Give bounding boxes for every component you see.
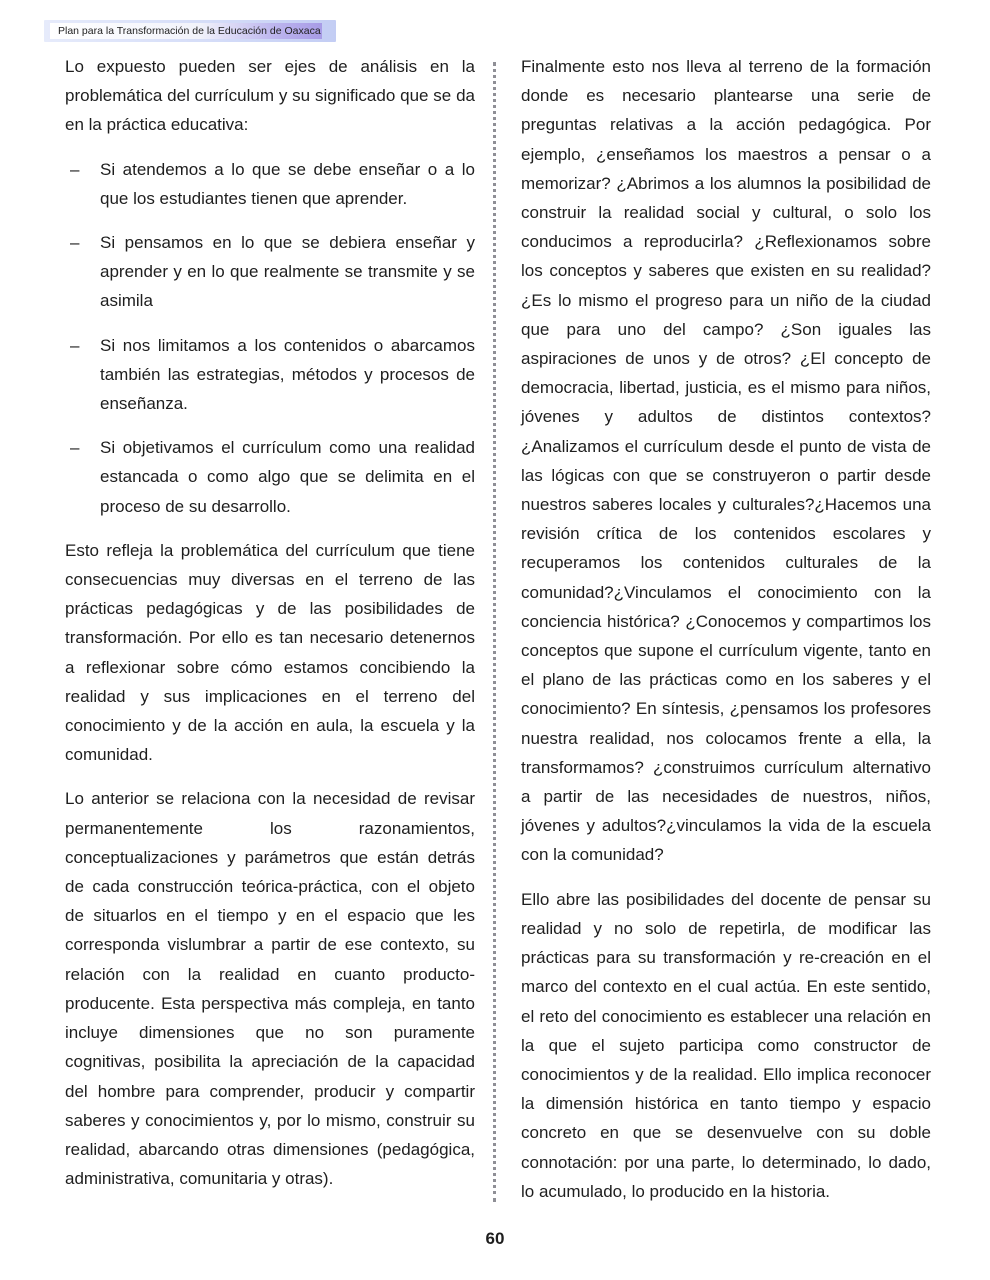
column-divider (493, 62, 496, 1202)
left-column (65, 52, 475, 1208)
running-header-title: Plan para la Transformación de la Educación de Oaxaca (50, 23, 322, 39)
list-item (65, 228, 475, 316)
bullet-dash: – (70, 438, 80, 458)
list-item (65, 331, 475, 419)
bullet-dash: – (70, 159, 80, 179)
bullet-dash: – (70, 335, 80, 355)
list-item (65, 433, 475, 521)
running-header (44, 20, 336, 42)
list-item (65, 155, 475, 213)
list-item-text: Si objetivamos el currículum como una realidad estancada o como algo que se delimita en el proceso de su desarrollo. (100, 438, 475, 516)
body-paragraph: Esto refleja la problemática del currículum que tiene consecuencias muy diversas en el terreno de las prácticas pedagógicas y de las posibilidades de transformación. Por ello es tan necesario detenernos a reflexionar sobre cómo estamos concibiendo la realidad y sus implicaciones en el terreno del conocimiento y de la acción en aula, la escuela y la comunidad. (65, 540, 475, 765)
body-paragraph: Finalmente esto nos lleva al terreno de la formación donde es necesario plantearse una serie de preguntas relativas a la acción pedagógica. Por ejemplo, ¿enseñamos los maestros a pensar o a memorizar? ¿Abrimos a los alumnos la posibilidad de construir la realidad social y cultural, o solo los conducimos a reproducirla? ¿Reflexionamos sobre los conceptos y saberes que existen en su realidad? ¿Es lo mismo el progreso para un niño de la ciudad que para uno del campo? ¿Son iguales las aspiraciones de unos y de otros? ¿El concepto de democracia, libertad, justicia, es el mismo para niños, jóvenes y adultos de distintos contextos? ¿Analizamos el currículum desde el punto de vista de las lógicas con que se construyeron o partir desde nuestros saberes locales y culturales?¿Hacemos una revisión crítica de los contenidos escolares y recuperamos los contenidos culturales de la comunidad?¿Vinculamos el conocimiento con la conciencia histórica? ¿Conocemos y compartimos los conceptos que supone el currículum vigente, tanto en el plano de las prácticas como en los saberes y el conocimiento? En síntesis, ¿pensamos los profesores nuestra realidad, nos colocamos frente a ella, la transformamos? ¿construimos currículum alternativo a partir de las necesidades de nuestros, niños, jóvenes y adultos?¿vinculamos la vida de la escuela con la comunidad? (521, 57, 931, 865)
body-paragraph: Ello abre las posibilidades del docente de pensar su realidad y no solo de repetirla, de modificar las prácticas para su transformación y re-creación en el marco del contexto en el cual actúa. En este sentido, el reto del conocimiento es establecer una relación en la que el sujeto participa como constructor de conocimientos y de la realidad. Ello implica reconocer la dimensión histórica en tanto tiempo y espacio concreto en que se desenvuelve con su doble connotación: por una parte, lo determinado, lo dado, lo acumulado, lo producido en la historia. (521, 889, 931, 1201)
right-column (521, 52, 931, 1221)
bullet-dash: – (70, 233, 80, 253)
list-item-text: Si pensamos en lo que se debiera enseñar y aprender y en lo que realmente se transmite y se asimila (100, 233, 475, 311)
page-number: 60 (485, 1229, 505, 1248)
intro-paragraph: Lo expuesto pueden ser ejes de análisis en la problemática del currículum y su significado que se da en la práctica educativa: (65, 57, 475, 135)
body-paragraph: Lo anterior se relaciona con la necesidad de revisar permanentemente los razonamientos, conceptualizaciones y parámetros que están detrás de cada construcción teórica-práctica, con el objeto de situarlos en el tiempo y en el espacio que les corresponda vislumbrar a partir de ese contexto, su relación con la realidad en cuanto producto-producente. Esta perspectiva más compleja, en tanto incluye dimensiones que no son puramente cognitivas, posibilita la apreciación de la capacidad del hombre para comprender, producir y compartir saberes y conocimientos y, por lo mismo, construir su realidad, abarcando otras dimensiones (pedagógica, administrativa, comunitaria y otras). (65, 789, 475, 1189)
analysis-axes-list (65, 155, 475, 521)
list-item-text: Si nos limitamos a los contenidos o abarcamos también las estrategias, métodos y procesos de enseñanza. (100, 335, 475, 414)
list-item-text: Si atendemos a lo que se debe enseñar o a lo que los estudiantes tienen que aprender. (100, 159, 475, 208)
